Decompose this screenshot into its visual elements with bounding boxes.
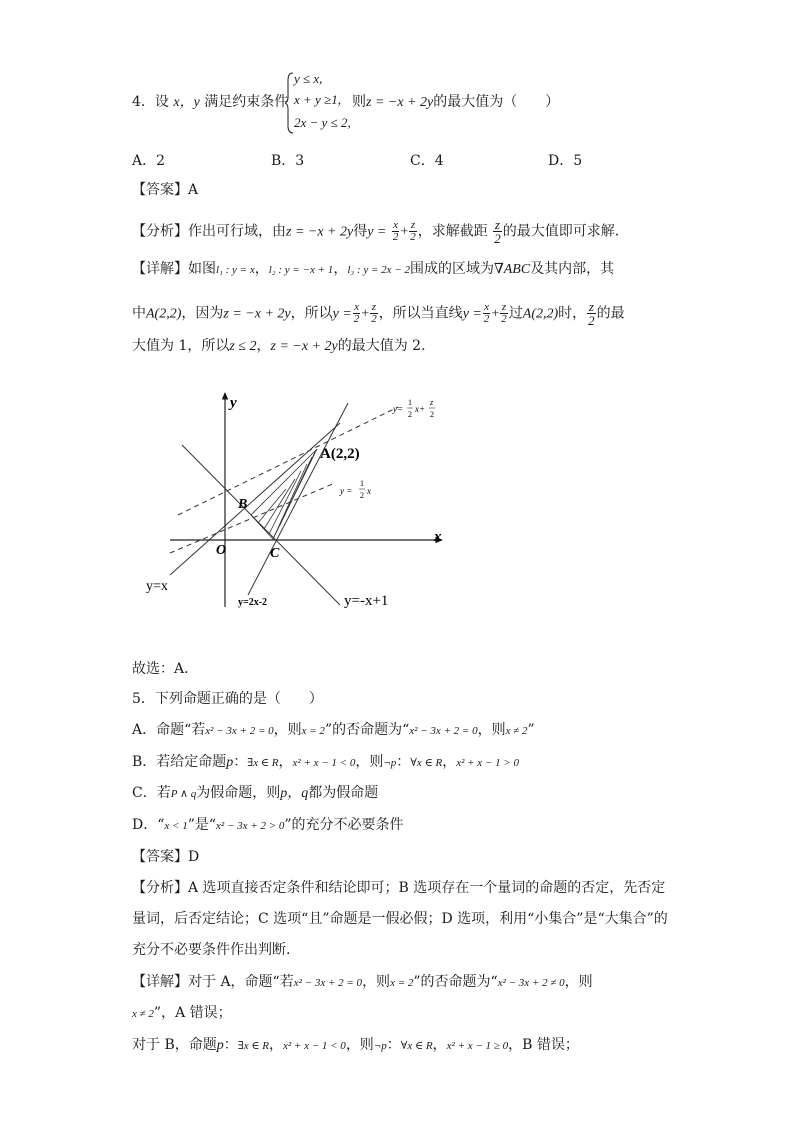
frac-den: 2 <box>371 313 377 325</box>
detail-text: ，所以当直线 <box>378 305 463 322</box>
q5-option-c <box>132 783 378 804</box>
q4-vars: x，y <box>173 95 200 110</box>
detail-text: ，因为 <box>181 305 224 322</box>
constraint-3: 2x − y ≤ 2, <box>294 115 351 130</box>
point-c-label: C <box>270 546 280 561</box>
opt-text: ： <box>233 754 248 770</box>
q4-option-b: B．3 <box>271 153 305 169</box>
line-l2: l₂ : y = −x + 1 <box>268 264 334 276</box>
frac-num: x <box>484 301 490 313</box>
q5-detail-2 <box>132 1003 232 1024</box>
opt-text: ”的否命题为“ <box>324 722 410 738</box>
frac-den: 2 <box>501 313 507 325</box>
analysis-text: 作出可行域，由 <box>188 223 286 240</box>
frac-z-2-large <box>493 218 502 245</box>
q4-stem-text: 满足约束条件 <box>204 94 289 110</box>
point-b-label: B <box>238 497 248 512</box>
detail-quantifier: ∀x ∈ R <box>400 1040 433 1052</box>
analysis-tail: 的最大值即可求解. <box>502 223 620 240</box>
detail-text-2: 围成的区域为 <box>409 261 494 277</box>
frac-den: 2 <box>588 313 595 328</box>
detail-eq: x² − 3x + 2 ≠ 0 <box>497 977 565 989</box>
answer-value: A <box>188 182 199 198</box>
detail-text: ，则 <box>564 974 593 990</box>
opt-text: ，则 <box>477 722 506 738</box>
analysis-text: A 选项直接否定条件和结论即可；B 选项存在一个量词的命题的否定，先否定 <box>188 880 666 896</box>
opt-eq: x ≠ 2 <box>505 725 528 737</box>
opt-text: B．若给定命题 <box>132 754 227 770</box>
label-y-eq-x: y=x <box>146 579 168 594</box>
feasible-region-figure <box>130 385 460 615</box>
answer-value: D <box>188 849 200 865</box>
q4-question: 的最大值为（ ） <box>433 94 560 110</box>
q4-conclusion: 故选：A． <box>132 661 199 677</box>
analysis-get: 得 <box>353 223 368 240</box>
analysis-y: y = <box>367 224 387 240</box>
detail-eq: z = −x + 2y <box>270 339 338 354</box>
q5-option-d <box>132 815 404 836</box>
frac-den: 2 <box>392 231 399 243</box>
frac-x-2 <box>392 220 400 243</box>
detail-eq: x ≠ 2 <box>132 1008 154 1020</box>
detail-text: 对于 B，命题 <box>132 1037 217 1053</box>
q5-stem: 5．下列命题正确的是（ ） <box>132 691 323 707</box>
detail-text-3: 及其内部，其 <box>530 261 615 277</box>
detail-text: ，则 <box>345 1037 374 1053</box>
triangle-abc: ∇ABC <box>493 262 531 277</box>
line-y-eq-x <box>170 423 340 575</box>
opt-eq: x² + x − 1 > 0 <box>456 757 520 769</box>
detail-text: ”的否命题为“ <box>413 974 498 990</box>
point-a-label: A(2,2) <box>320 446 360 462</box>
frac-z-2 <box>500 302 508 325</box>
label-top-two-b: 2 <box>430 410 434 419</box>
line-y-eq-half-x-plus-half-z <box>178 407 398 515</box>
q4-answer <box>132 180 198 200</box>
opt-eq: x² − 3x + 2 = 0 <box>205 725 274 737</box>
point-a: A(2,2) <box>146 306 182 322</box>
frac-den: 2 <box>494 231 501 246</box>
opt-text: ，则 <box>273 722 302 738</box>
detail-var: ¬p <box>373 1040 387 1052</box>
detail-comma: ， <box>256 338 271 354</box>
opt-quantifier: ∀x ∈ R <box>410 757 443 769</box>
detail-eq: x² + x − 1 ≥ 0 <box>446 1040 509 1052</box>
analysis-eq: z = −x + 2y <box>286 224 354 240</box>
opt-text: ”的充分不必要条件 <box>284 817 404 833</box>
opt-eq: x = 2 <box>301 725 325 737</box>
detail-text: 中 <box>132 305 146 322</box>
q5-answer <box>132 847 199 867</box>
opt-text: ” <box>527 722 535 738</box>
opt-text: D．“ <box>132 817 165 833</box>
opt-var: p，q <box>280 786 309 801</box>
opt-text: 为假命题，则 <box>196 785 281 801</box>
label-top-z: z <box>430 398 434 407</box>
frac-den: 2 <box>483 313 490 325</box>
detail-text: ，则 <box>362 974 391 990</box>
detail-text: ： <box>386 1037 401 1053</box>
frac-num: x <box>354 301 359 313</box>
label-top-one: 1 <box>408 398 412 407</box>
answer-tag: 【答案】 <box>132 849 188 865</box>
detail-text: ，B 错误； <box>508 1037 579 1053</box>
origin-label: O <box>216 543 227 558</box>
point-a: A(2,2) <box>522 306 559 322</box>
label-top-two: 2 <box>408 410 412 419</box>
analysis-text-2: ，求解截距 <box>417 223 488 240</box>
opt-text: A．命题“若 <box>132 722 206 738</box>
q5-analysis-1 <box>132 878 665 898</box>
frac-z-2 <box>370 302 378 325</box>
opt-var: p <box>226 755 234 770</box>
label-y-eq-2x-2: y=2x-2 <box>238 597 268 608</box>
frac-den: 2 <box>410 231 416 243</box>
frac-x-2 <box>353 302 361 325</box>
detail-quantifier: ∃x ∈ R <box>237 1040 269 1052</box>
detail-eq: z = −x + 2y <box>223 306 291 322</box>
q4-option-c: C．4 <box>410 153 444 169</box>
q5-option-a <box>132 720 535 741</box>
opt-eq: x² − 3x + 2 > 0 <box>216 820 285 832</box>
detail-text: 大值为 1，所以 <box>132 338 230 354</box>
frac-z-2-large <box>587 300 596 327</box>
detail-text: ”，A 错误； <box>153 1005 232 1021</box>
opt-quantifier: ∃x ∈ R <box>247 757 279 769</box>
detail-text: 的最大值为 2. <box>337 338 426 354</box>
y-axis-label: y <box>230 395 237 411</box>
opt-text: ： <box>396 754 411 770</box>
label-y-eq-neg-x-1: y=-x+1 <box>344 593 389 609</box>
q5-analysis-3: 充分不必要条件作出判断. <box>132 942 291 958</box>
opt-text: ”是“ <box>187 817 217 833</box>
detail-text: ， <box>268 1037 283 1053</box>
answer-tag: 【答案】 <box>132 182 188 198</box>
line-y-eq-half-x <box>170 483 335 553</box>
opt-text: ，则 <box>355 754 384 770</box>
opt-text: C．若 <box>132 785 171 801</box>
q4-detail-2: 中A(2,2)，因为z = −x + 2y，所以y = $\frac{x}{2}$ + $\frac{z}{2}$ ，所以当直线y = $\frac{x}{2}$ + $\frac{z}{2}$ 过A(2,2)时， $\frac{z}{2}$ 的最 <box>132 299 625 328</box>
frac-x-2 <box>483 302 491 325</box>
line-l1: l₁ : y = x <box>216 264 255 276</box>
q5-analysis-2: 量词，后否定结论；C 选项“且”命题是一假必假；D 选项，利用“小集合”是“大集合”的 <box>132 911 668 927</box>
detail-y: y = <box>462 306 482 322</box>
q4-number: 4．设 <box>132 94 169 110</box>
label-half-x-two: 2 <box>360 491 364 500</box>
frac-num: z <box>501 301 507 313</box>
q4-stem-tail <box>352 92 559 113</box>
label-half-x-pre: y = <box>340 486 353 496</box>
constraint-2: x + y ≥1, <box>294 92 341 107</box>
opt-eq: x < 1 <box>164 820 188 832</box>
detail-var: p <box>216 1038 224 1053</box>
detail-text: ： <box>223 1037 238 1053</box>
detail-text: ， <box>432 1037 447 1053</box>
detail-tag: 【详解】 <box>132 261 188 277</box>
analysis-tag: 【分析】 <box>132 223 188 240</box>
label-half-x-one: 1 <box>360 479 364 488</box>
frac-z-2 <box>409 220 417 243</box>
q5-detail-3 <box>132 1035 579 1056</box>
opt-text: ， <box>278 754 293 770</box>
q4-detail-1: 【详解】如图l₁ : y = x，l₂ : y = −x + 1，l₃ : y = 2x − 2围成的区域为∇ABC及其内部，其 <box>132 261 615 277</box>
line-y-eq-neg-x-plus-1 <box>182 445 340 605</box>
detail-text: 如图 <box>188 261 216 277</box>
detail-text: 对于 A，命题“若 <box>188 974 294 990</box>
detail-text: 的最 <box>596 305 625 322</box>
q4-analysis: 【分析】作出可行域，由z = −x + 2y得y = $\frac{x}{2}$ + $\frac{z}{2}$ ，求解截距 $\frac{z}{2}$ 的最大值即可求解. <box>132 217 620 246</box>
opt-text: ， <box>442 754 457 770</box>
opt-text: 都为假命题 <box>308 785 379 801</box>
frac-num: x <box>393 219 399 231</box>
detail-tag: 【详解】 <box>132 974 188 990</box>
q4-option-d: D．5 <box>548 153 583 169</box>
q4-option-a: A．2 <box>132 153 166 169</box>
frac-num: z <box>371 301 377 313</box>
detail-eq: x = 2 <box>390 977 414 989</box>
q5-option-b <box>132 752 519 773</box>
detail-eq: x² − 3x + 2 = 0 <box>293 977 363 989</box>
frac-num: z <box>410 219 416 231</box>
frac-num: z <box>494 217 500 232</box>
q4-then: 则 <box>352 94 366 110</box>
analysis-tag: 【分析】 <box>132 880 188 896</box>
label-top-pre: y= <box>393 404 404 414</box>
detail-ineq: z ≤ 2 <box>229 339 257 354</box>
line-l3: l₃ : y = 2x − 2 <box>347 264 410 276</box>
constraint-1: y ≤ x, <box>294 71 323 86</box>
opt-eq: x² − 3x + 2 = 0 <box>409 725 478 737</box>
opt-var: P ∧ q <box>170 788 197 800</box>
label-half-x-post: x <box>367 486 371 496</box>
frac-den: 2 <box>353 313 360 325</box>
q5-detail-1 <box>132 972 593 993</box>
frac-num: z <box>588 299 594 314</box>
detail-eq: x² + x − 1 < 0 <box>282 1040 346 1052</box>
opt-var: ¬p <box>383 757 397 769</box>
opt-eq: x² + x − 1 < 0 <box>292 757 356 769</box>
detail-text: ，所以 <box>290 305 333 322</box>
detail-text: 过 <box>508 305 523 322</box>
x-axis-label: x <box>434 529 442 545</box>
detail-y: y = <box>332 306 352 322</box>
q4-detail-3 <box>132 336 426 357</box>
q4-stem <box>132 92 288 113</box>
label-top-mid: x+ <box>415 404 426 414</box>
detail-text: 时， <box>558 305 587 322</box>
q4-objective: z = −x + 2y <box>366 95 434 110</box>
